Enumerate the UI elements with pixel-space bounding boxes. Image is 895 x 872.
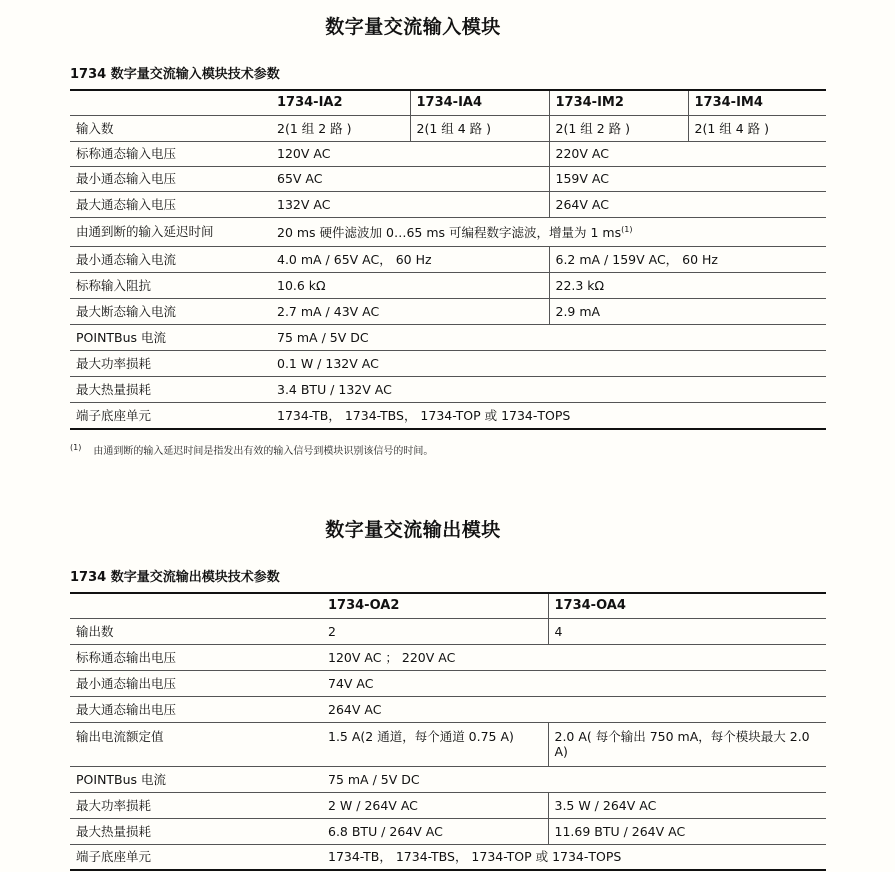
table-row	[70, 696, 826, 722]
cell-value: 120V AC ； 220V AC	[322, 644, 826, 670]
row-label: 最大热量损耗	[70, 376, 271, 402]
cell-value: 1734-TB， 1734-TBS， 1734-TOP 或 1734-TOPS	[322, 844, 826, 870]
row-label: 最大通态输入电压	[70, 191, 271, 217]
table-row	[70, 402, 826, 429]
footnote-ref: (1)	[621, 225, 633, 235]
cell-value: 75 mA / 5V DC	[271, 324, 826, 350]
cell-value: 2.0 A( 每个输出 750 mA，每个模块最大 2.0 A)	[548, 722, 826, 766]
cell-value: 0.1 W / 132V AC	[271, 350, 826, 376]
cell-value: 2 W / 264V AC	[322, 792, 548, 818]
table-row	[70, 644, 826, 670]
delay-text: 20 ms 硬件滤波加 0…65 ms 可编程数字滤波，增量为 1 ms	[277, 225, 622, 241]
row-label: 最小通态输入电流	[70, 246, 271, 272]
row-label: POINTBus 电流	[70, 766, 322, 792]
row-label: 端子底座单元	[70, 402, 271, 429]
input-spec-table	[70, 89, 826, 430]
table-row	[70, 166, 826, 191]
cell-value: 1.5 A(2 通道，每个通道 0.75 A)	[322, 722, 548, 766]
table-row	[70, 272, 826, 298]
cell-value: 4.0 mA / 65V AC， 60 Hz	[271, 246, 549, 272]
cell-value: 159V AC	[549, 166, 826, 191]
row-label: 最大断态输入电流	[70, 298, 271, 324]
cell-value: 6.8 BTU / 264V AC	[322, 818, 548, 844]
cell-value: 22.3 kΩ	[549, 272, 826, 298]
row-label: 最小通态输入电压	[70, 166, 271, 191]
table-row	[70, 670, 826, 696]
col-header-ia4: 1734-IA4	[410, 90, 549, 115]
table-row	[70, 792, 826, 818]
col-header-ia2: 1734-IA2	[271, 90, 410, 115]
output-module-title: 数字量交流输出模块	[325, 519, 501, 541]
row-label: 输入数	[70, 115, 271, 141]
col-header-im2: 1734-IM2	[549, 90, 688, 115]
table-row	[70, 324, 826, 350]
col-header-oa4: 1734-OA4	[548, 593, 826, 618]
cell-value: 1734-TB， 1734-TBS， 1734-TOP 或 1734-TOPS	[271, 402, 826, 429]
header-blank	[70, 593, 322, 618]
cell-value: 10.6 kΩ	[271, 272, 549, 298]
row-label: 最小通态输出电压	[70, 670, 322, 696]
cell-value: 2(1 组 2 路 )	[271, 115, 410, 141]
cell-value: 120V AC	[271, 141, 549, 166]
table-row	[70, 766, 826, 792]
cell-value: 2.7 mA / 43V AC	[271, 298, 549, 324]
row-label: 最大通态输出电压	[70, 696, 322, 722]
cell-value: 132V AC	[271, 191, 549, 217]
table-row	[70, 350, 826, 376]
row-label: 端子底座单元	[70, 844, 322, 870]
table-row	[70, 722, 826, 766]
row-label: 标称通态输出电压	[70, 644, 322, 670]
col-header-im4: 1734-IM4	[688, 90, 826, 115]
cell-value	[271, 217, 826, 246]
cell-value: 2(1 组 4 路 )	[688, 115, 826, 141]
table-header-row	[70, 593, 826, 618]
table-row	[70, 844, 826, 870]
output-spec-table	[70, 592, 826, 871]
row-label: 由通到断的输入延迟时间	[70, 217, 271, 246]
cell-value: 75 mA / 5V DC	[322, 766, 826, 792]
cell-value: 3.4 BTU / 132V AC	[271, 376, 826, 402]
cell-value: 220V AC	[549, 141, 826, 166]
cell-value: 4	[548, 618, 826, 644]
output-table-caption: 1734 数字量交流输出模块技术参数	[70, 570, 280, 585]
table-row	[70, 818, 826, 844]
row-label: 输出电流额定值	[70, 722, 322, 766]
table-row	[70, 246, 826, 272]
input-table-caption: 1734 数字量交流输入模块技术参数	[70, 67, 280, 82]
row-label: 最大功率损耗	[70, 792, 322, 818]
table-row	[70, 298, 826, 324]
row-label: POINTBus 电流	[70, 324, 271, 350]
cell-value: 2.9 mA	[549, 298, 826, 324]
table-row	[70, 141, 826, 166]
table-header-row	[70, 90, 826, 115]
cell-value: 11.69 BTU / 264V AC	[548, 818, 826, 844]
cell-value: 264V AC	[549, 191, 826, 217]
input-table-footnote	[70, 442, 433, 457]
input-module-title: 数字量交流输入模块	[325, 16, 501, 38]
cell-value: 74V AC	[322, 670, 826, 696]
cell-value: 2(1 组 2 路 )	[549, 115, 688, 141]
table-row	[70, 217, 826, 246]
cell-value: 6.2 mA / 159V AC， 60 Hz	[549, 246, 826, 272]
header-blank	[70, 90, 271, 115]
row-label: 输出数	[70, 618, 322, 644]
row-label: 标称输入阻抗	[70, 272, 271, 298]
table-row	[70, 115, 826, 141]
table-row	[70, 618, 826, 644]
table-row	[70, 376, 826, 402]
table-row	[70, 191, 826, 217]
cell-value: 264V AC	[322, 696, 826, 722]
footnote-mark: (1)	[70, 443, 82, 452]
cell-value: 3.5 W / 264V AC	[548, 792, 826, 818]
footnote-text: 由通到断的输入延迟时间是指发出有效的输入信号到模块识别该信号的时间。	[93, 446, 434, 457]
cell-value: 65V AC	[271, 166, 549, 191]
row-label: 最大功率损耗	[70, 350, 271, 376]
cell-value: 2	[322, 618, 548, 644]
row-label: 标称通态输入电压	[70, 141, 271, 166]
cell-value: 2(1 组 4 路 )	[410, 115, 549, 141]
row-label: 最大热量损耗	[70, 818, 322, 844]
col-header-oa2: 1734-OA2	[322, 593, 548, 618]
